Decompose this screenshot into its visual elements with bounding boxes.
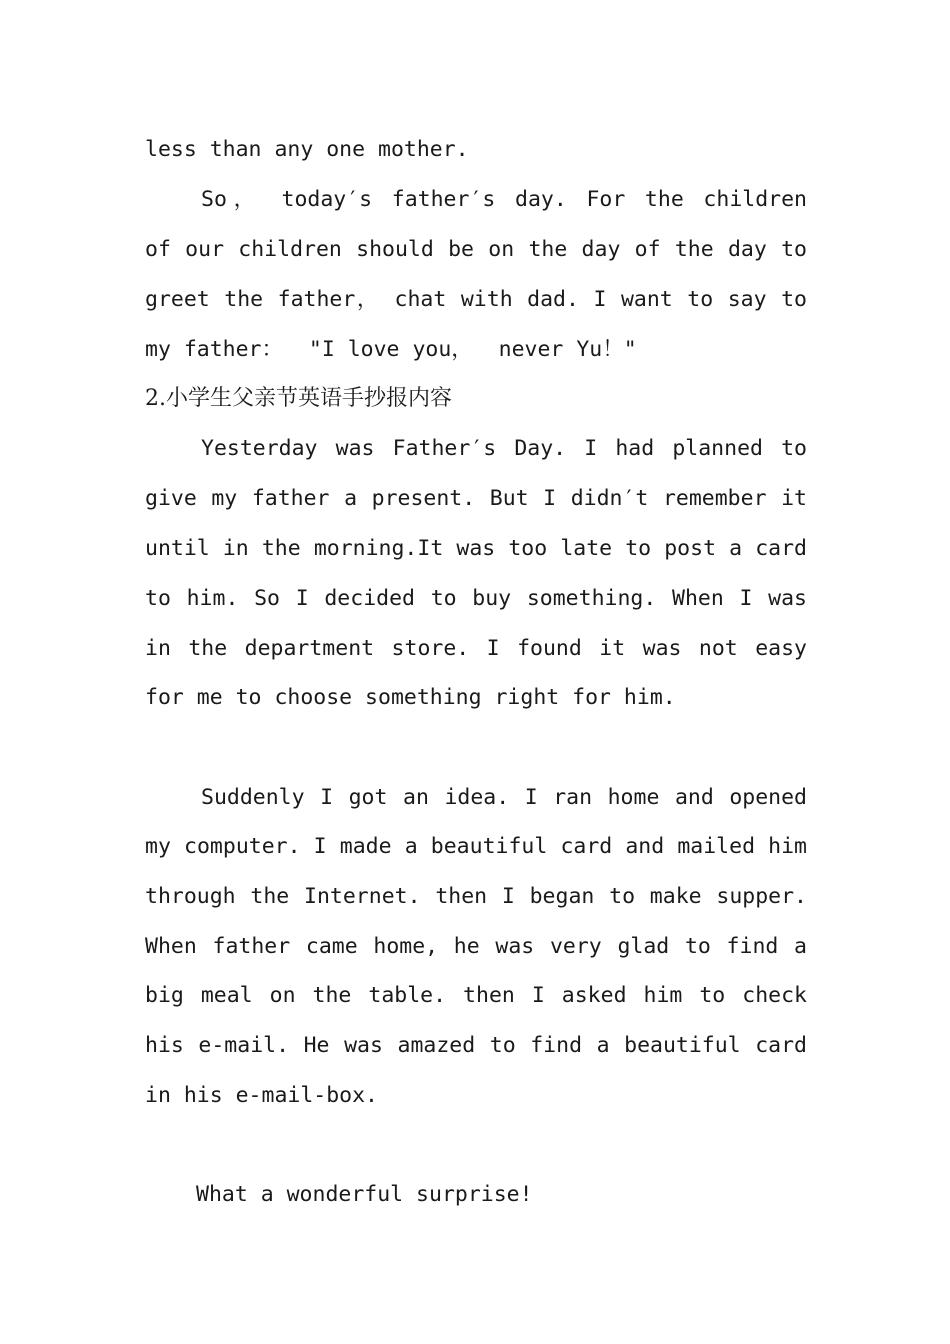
text-line: When father came home, he was very glad to find a bbox=[145, 934, 807, 959]
text-line: What a wonderful surprise! bbox=[196, 1182, 533, 1207]
text-line: Suddenly I got an idea. I ran home and opened bbox=[201, 785, 807, 810]
text-line: Yesterday was Father′s Day. I had planned to bbox=[201, 436, 807, 461]
text-line: until in the morning.It was too late to post a card bbox=[145, 536, 807, 561]
text-line: for me to choose something right for him. bbox=[145, 685, 676, 710]
text-line: less than any one mother. bbox=[145, 137, 469, 162]
text-line: big meal on the table. then I asked him to check bbox=[145, 983, 807, 1008]
text-line: So， today′s father′s day. For the children bbox=[201, 187, 807, 212]
text-line: of our children should be on the day of the day to bbox=[145, 237, 807, 262]
text-line: greet the father， chat with dad. I want to say to bbox=[145, 287, 807, 312]
text-line: to him. So I decided to buy something. When I was bbox=[145, 586, 807, 611]
text-line: in the department store. I found it was not easy bbox=[145, 636, 807, 661]
text-line: in his e-mail-box. bbox=[145, 1083, 378, 1108]
text-line: through the Internet. then I began to make supper. bbox=[145, 884, 807, 909]
text-line: his e-mail. He was amazed to find a beautiful card bbox=[145, 1033, 807, 1058]
text-line: give my father a present. But I didn′t remember it bbox=[145, 486, 807, 511]
text-line: my father： "I love you， never Yu！" bbox=[145, 337, 637, 362]
text-line: my computer. I made a beautiful card and mailed him bbox=[145, 834, 807, 859]
section-heading: 2.小学生父亲节英语手抄报内容 bbox=[145, 386, 452, 411]
